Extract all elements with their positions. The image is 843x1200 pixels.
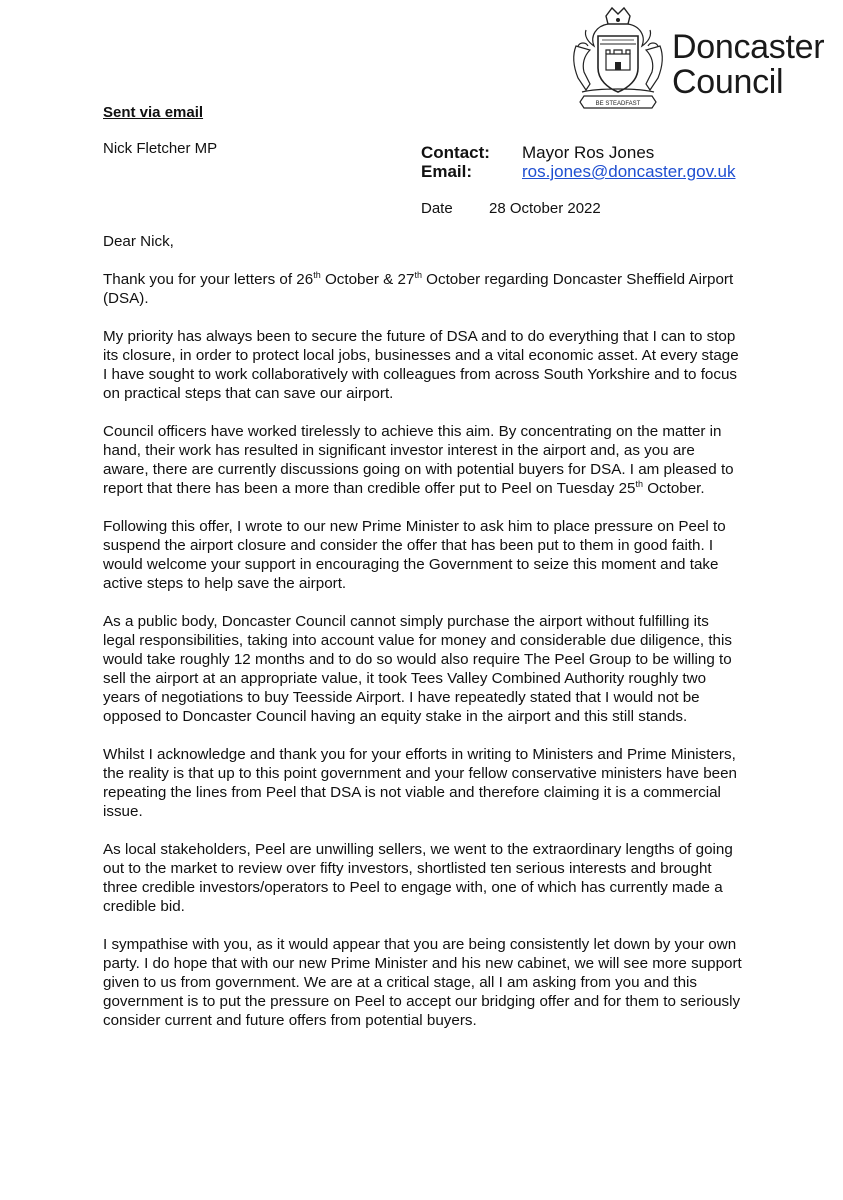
paragraph-1 <box>103 270 743 308</box>
email-link[interactable]: ros.jones@doncaster.gov.uk <box>522 162 736 181</box>
council-name <box>672 30 824 100</box>
paragraph-3 <box>103 422 743 498</box>
paragraph-3-part-b: October. <box>643 480 705 497</box>
paragraph-2: My priority has always been to secure the future of DSA and to do everything that I can to stop its closure, in order to protect local jobs, businesses and a vital economic asset. At every stage I have sought to work collaboratively with colleagues from across South Yorkshire and to focus on practical steps that can save our airport. <box>103 328 739 402</box>
doncaster-crest-logo <box>568 6 668 112</box>
paragraph-5: As a public body, Doncaster Council cannot simply purchase the airport without fulfilling its legal responsibilities, taking into account value for money and considerable due diligence, this would take roughly 12 months and to do so would also require The Peel Group to be willing to sell the airport at an appropriate value, it took Tees Valley Combined Authority roughly two years of negotiations to buy Teesside Airport. I have repeatedly stated that I would not be opposed to Doncaster Council having an equity stake in the airport and this still stands. <box>103 613 732 725</box>
superscript-th: th <box>414 269 422 280</box>
paragraph-1-part-b: October & 27 <box>320 271 415 288</box>
salutation: Dear Nick, <box>103 233 174 250</box>
paragraph-7: As local stakeholders, Peel are unwilling sellers, we went to the extraordinary lengths of going out to the market to review over fifty investors, shortlisted ten serious interests and brought three credible investors/operators to Peel to engage with, one of which has currently made a credible bid. <box>103 841 733 915</box>
date-label: Date <box>421 200 453 217</box>
contact-label: Contact: <box>421 143 490 162</box>
date-value: 28 October 2022 <box>489 200 601 217</box>
contact-value: Mayor Ros Jones <box>522 143 655 162</box>
paragraph-1-part-a: Thank you for your letters of 26 <box>103 271 314 288</box>
date-row <box>421 200 601 217</box>
crest-motto: BE STEADFAST <box>595 101 641 107</box>
recipient-name: Nick Fletcher MP <box>103 140 218 157</box>
sent-via-heading: Sent via email <box>103 104 204 121</box>
council-name-line1: Doncaster <box>672 28 825 66</box>
paragraph-3-part-a: Council officers have worked tirelessly to achieve this aim. By concentrating on the matter in hand, their work has resulted in significant investor interest in the airport and, as you are aware, there are currently discussions going on with potential buyers for DSA. I am pleased to report that there has been a more than credible offer put to Peel on Tuesday 25 <box>103 423 734 497</box>
letter-body <box>103 232 743 1049</box>
contact-row <box>421 143 736 162</box>
superscript-th: th <box>313 269 321 280</box>
email-row <box>421 162 736 181</box>
contact-block <box>421 143 736 181</box>
paragraph-8: I sympathise with you, as it would appear that you are being consistently let down by your own party. I do hope that with our new Prime Minister and his new cabinet, we will see more support given to us from government. We are at a critical stage, all I am asking from you and this government is to put the pressure on Peel to accept our bridging offer and for them to seriously consider current and future offers from potential buyers. <box>103 936 742 1029</box>
superscript-th: th <box>635 478 643 489</box>
paragraph-4: Following this offer, I wrote to our new Prime Minister to ask him to place pressure on Peel to suspend the airport closure and consider the offer that has been put to them in good faith. I would welcome your support in encouraging the Government to seize this moment and take active steps to help save the airport. <box>103 518 726 592</box>
email-label: Email: <box>421 162 473 181</box>
paragraph-6: Whilst I acknowledge and thank you for your efforts in writing to Ministers and Prime Ministers, the reality is that up to this point government and your fellow conservative ministers have been repeating the lines from Peel that DSA is not viable and therefore claiming it is a commercial issue. <box>103 746 737 820</box>
paragraph-1-part-c: October regarding Doncaster Sheffield Airport (DSA). <box>103 271 734 307</box>
council-name-line2: Council <box>672 63 784 101</box>
